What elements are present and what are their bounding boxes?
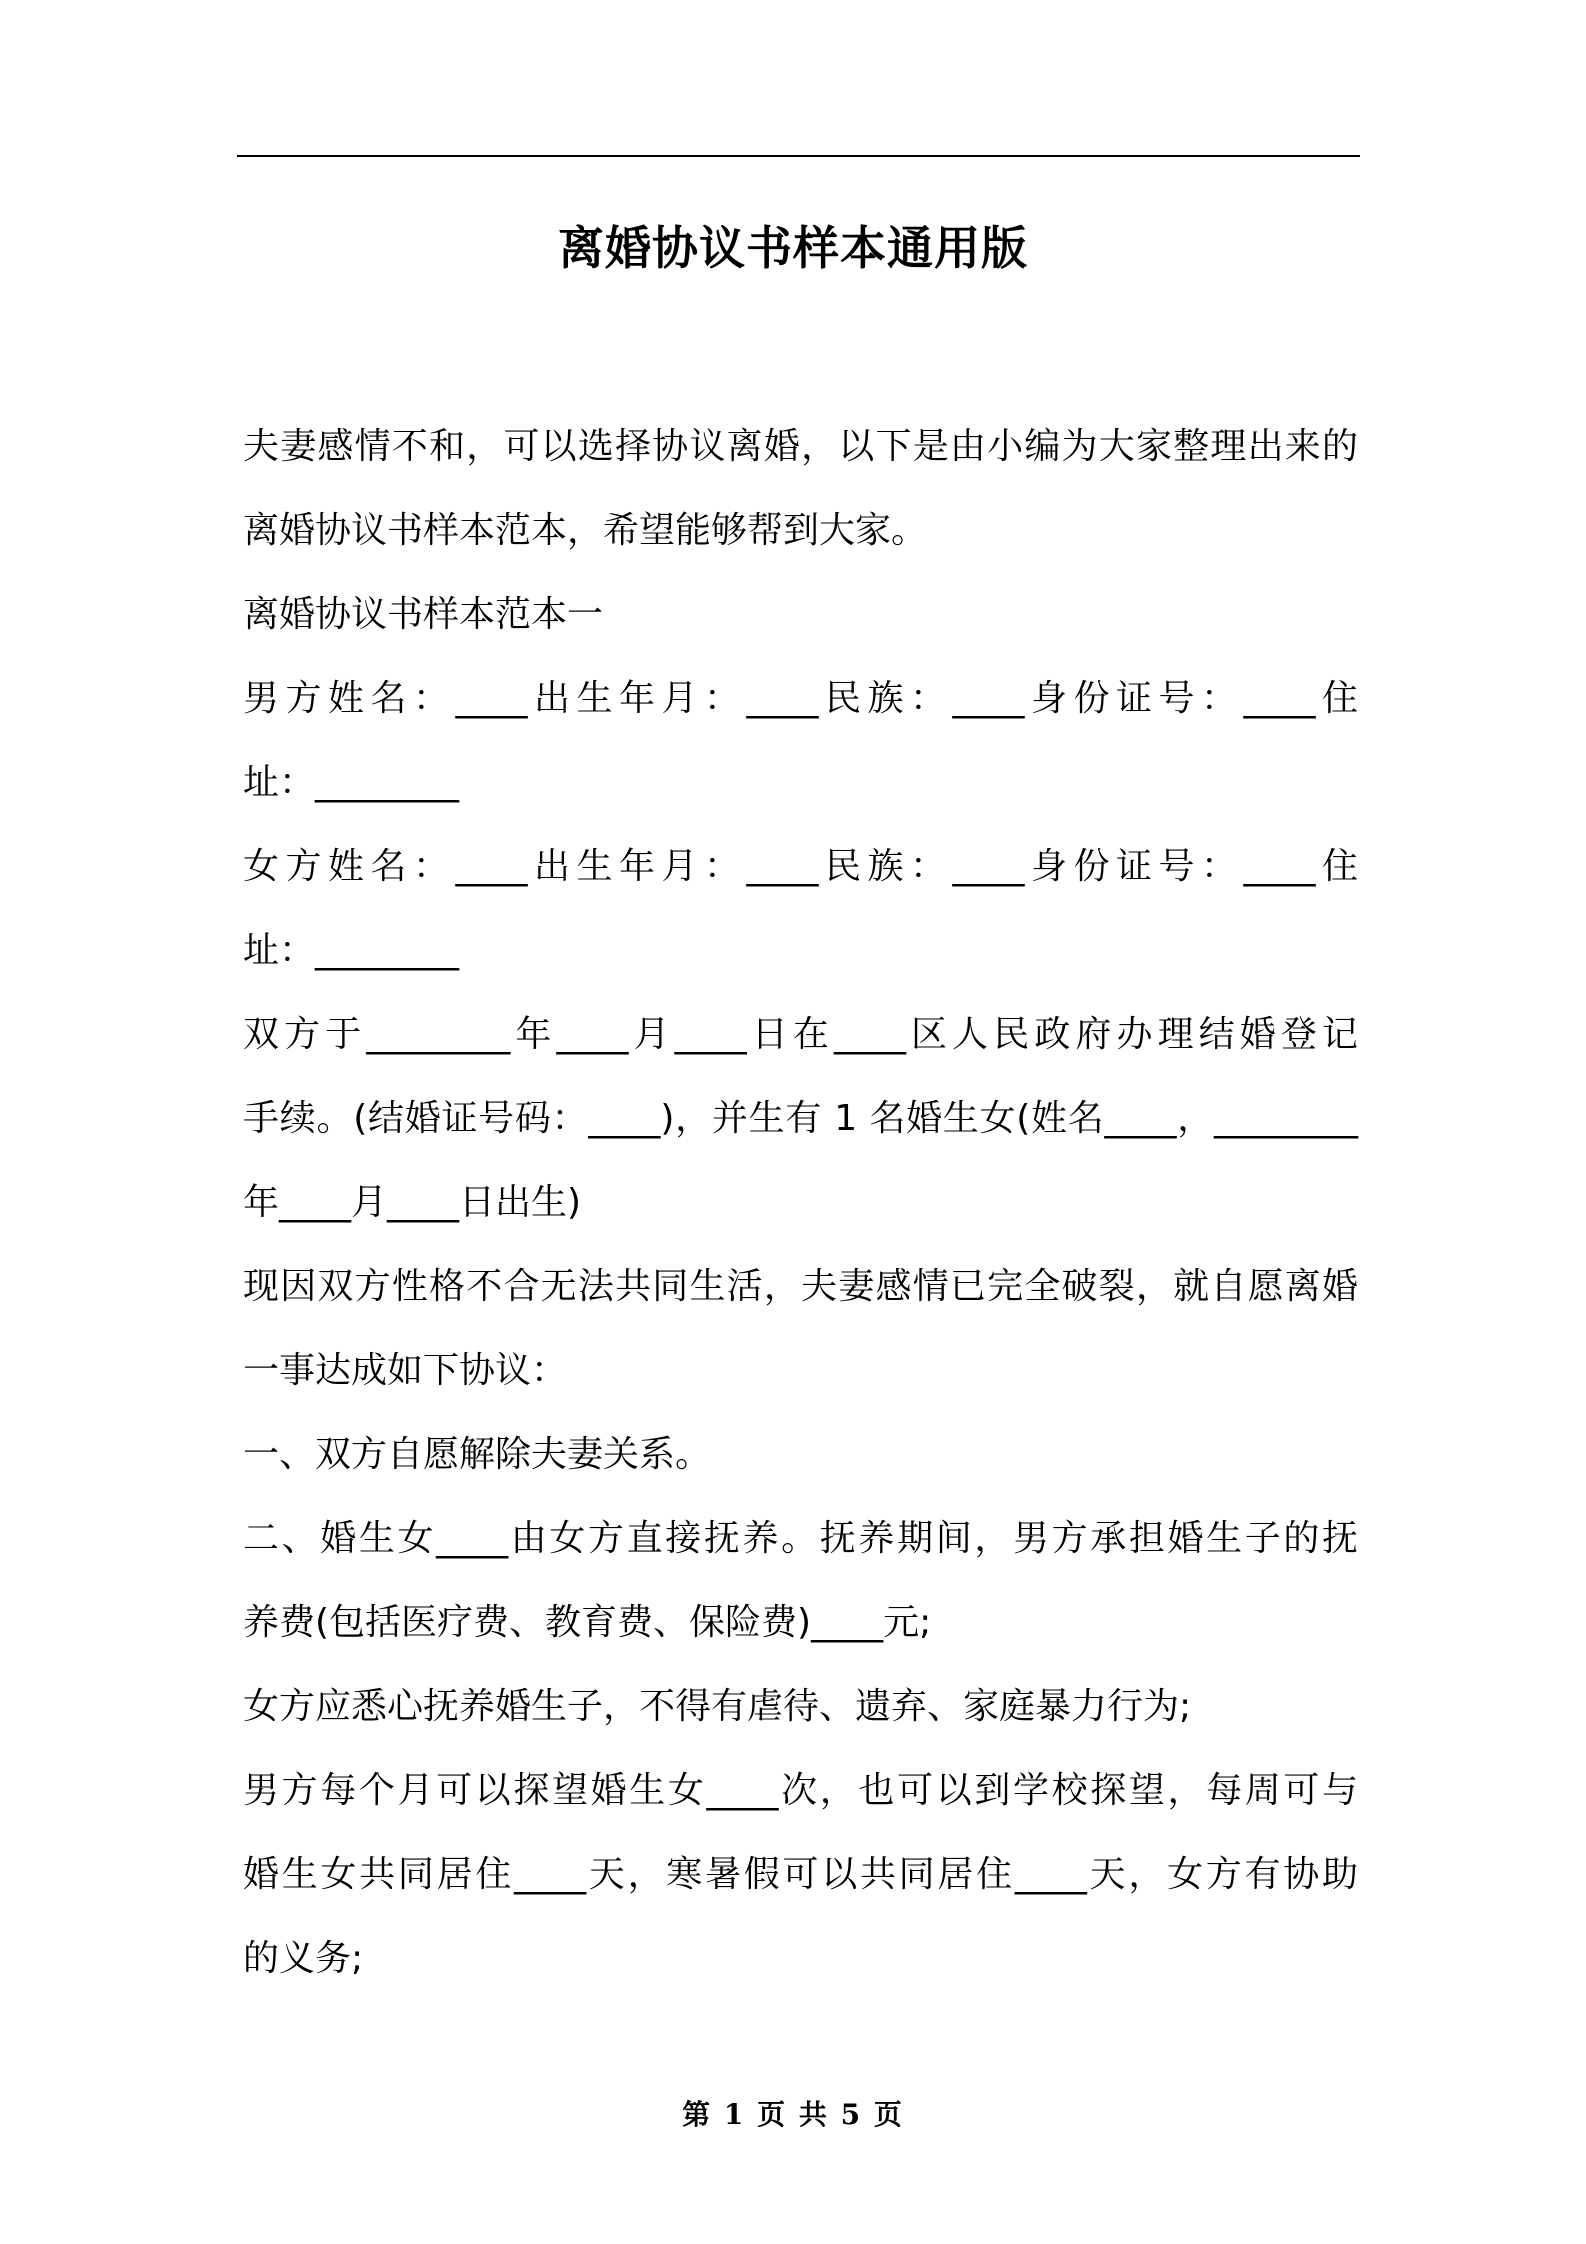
paragraph-line: 的义务;	[243, 1938, 364, 1979]
section-heading: 离婚协议书样本范本一	[243, 594, 604, 635]
paragraph-line: 址：________	[243, 762, 460, 803]
document-title: 离婚协议书样本通用版	[558, 221, 1028, 275]
paragraph-line: 手续。(结婚证号码：____)，并生有 1 名婚生女(姓名____，________	[243, 1098, 1358, 1139]
paragraph-line: 养费(包括医疗费、教育费、保险费)____元;	[243, 1602, 932, 1643]
paragraph-line: 男方每个月可以探望婚生女____次，也可以到学校探望，每周可与	[243, 1770, 1358, 1811]
document-body	[243, 405, 1358, 2001]
paragraph-line: 离婚协议书样本范本，希望能够帮到大家。	[243, 510, 928, 551]
agreement-clause: 一、双方自愿解除夫妻关系。	[243, 1434, 712, 1475]
paragraph-line: 一事达成如下协议：	[243, 1350, 568, 1391]
paragraph-line: 年____月____日出生)	[243, 1182, 582, 1223]
paragraph-line: 双方于________年____月____日在____区人民政府办理结婚登记	[243, 1014, 1358, 1055]
page-number: 第 1 页 共 5 页	[682, 2098, 904, 2131]
paragraph-line: 婚生女共同居住____天，寒暑假可以共同居住____天，女方有协助	[243, 1854, 1358, 1895]
header-divider	[237, 155, 1360, 157]
paragraph-line: 男方姓名：____出生年月：____民族：____身份证号：____住	[243, 678, 1358, 719]
paragraph-line: 址：________	[243, 930, 460, 971]
paragraph-line: 女方姓名：____出生年月：____民族：____身份证号：____住	[243, 846, 1358, 887]
paragraph-line: 现因双方性格不合无法共同生活，夫妻感情已完全破裂，就自愿离婚	[243, 1266, 1358, 1307]
paragraph-line: 夫妻感情不和，可以选择协议离婚，以下是由小编为大家整理出来的	[243, 426, 1358, 467]
agreement-clause: 二、婚生女____由女方直接抚养。抚养期间，男方承担婚生子的抚	[243, 1518, 1358, 1559]
paragraph-line: 女方应悉心抚养婚生子，不得有虐待、遗弃、家庭暴力行为;	[243, 1686, 1192, 1727]
